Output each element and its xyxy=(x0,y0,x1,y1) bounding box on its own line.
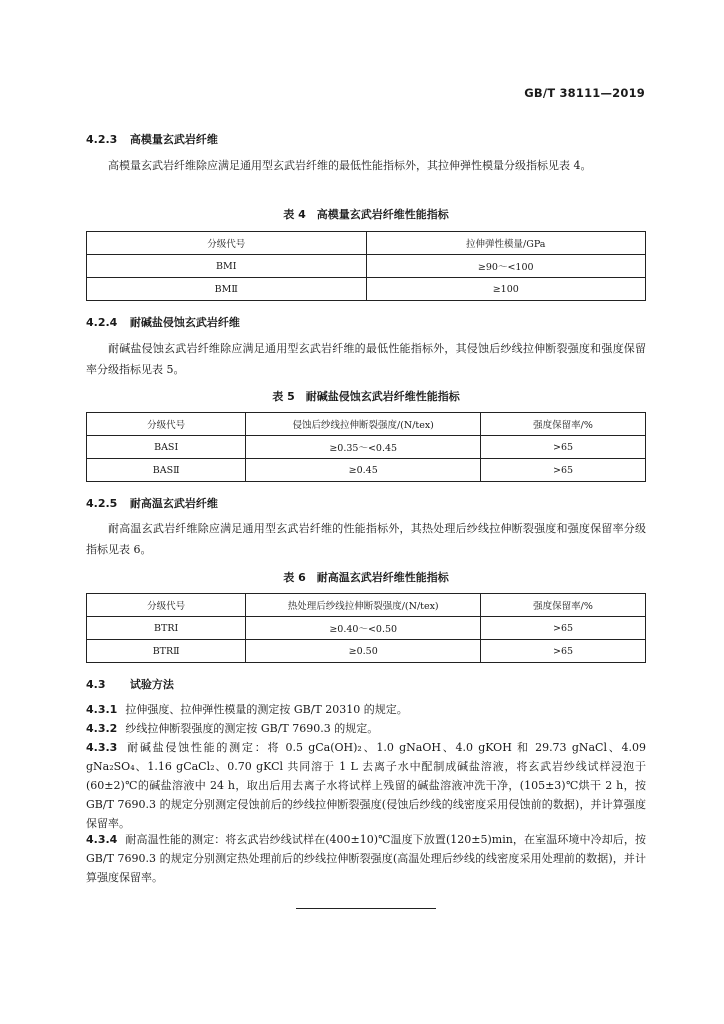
section-title: 耐碱盐侵蚀玄武岩纤维 xyxy=(129,316,240,329)
table-header-cell: 拉伸弹性模量/GPa xyxy=(366,232,646,255)
table-5 xyxy=(86,412,646,482)
clause-text: 拉伸强度、拉伸弹性模量的测定按 GB/T 20310 的规定。 xyxy=(125,703,408,716)
clause-text: 耐碱盐侵蚀性能的测定：将 0.5 gCa(OH)₂、1.0 gNaOH、4.0 gKOH 和 29.73 gNaCl、4.09 gNa₂SO₄、1.16 gCaCl₂、0.70 gKCl 共同溶于 1 L 去离子水中配制成碱盐溶液，将玄武岩纱线试样浸泡于(60±2)℃的碱盐溶液中 24 h，取出后用去离子水将试样上残留的碱盐溶液冲洗干净，(105±3)℃烘干 2 h，按 GB/T 7690.3 的规定分别测定侵蚀前后的纱线拉伸断裂强度(侵蚀后纱线的线密度采用侵蚀前的数据)，并计算强度保留率。 xyxy=(86,741,646,830)
table-row xyxy=(87,617,646,640)
section-4-2-5-heading xyxy=(86,495,218,511)
clause-number: 4.3.3 xyxy=(86,741,118,754)
clause-number: 4.3.4 xyxy=(86,833,118,846)
section-4-2-3-heading xyxy=(86,131,218,147)
table-cell: ≥0.50 xyxy=(246,640,481,663)
clause-number: 4.3.2 xyxy=(86,722,118,735)
section-number: 4.2.5 xyxy=(86,497,118,510)
section-title: 试验方法 xyxy=(129,678,174,691)
table-row xyxy=(87,436,646,459)
table-row xyxy=(87,640,646,663)
clause-4-3-4 xyxy=(86,830,646,887)
section-title: 高模量玄武岩纤维 xyxy=(129,133,218,146)
table-header-cell: 分级代号 xyxy=(87,594,246,617)
table-header-cell: 热处理后纱线拉伸断裂强度/(N/tex) xyxy=(246,594,481,617)
section-4-2-5-paragraph: 耐高温玄武岩纤维除应满足通用型玄武岩纤维的性能指标外，其热处理后纱线拉伸断裂强度和强度保留率分级指标见表 6。 xyxy=(86,522,646,556)
table-cell: BMⅡ xyxy=(87,278,367,301)
section-4-2-4-paragraph: 耐碱盐侵蚀玄武岩纤维除应满足通用型玄武岩纤维的最低性能指标外，其侵蚀后纱线拉伸断裂强度和强度保留率分级指标见表 5。 xyxy=(86,342,646,376)
clause-4-3-1 xyxy=(86,700,646,719)
table-header-cell: 分级代号 xyxy=(87,232,367,255)
standard-number-header: GB/T 38111—2019 xyxy=(524,86,645,100)
table-cell: BTRⅡ xyxy=(87,640,246,663)
table-header-row xyxy=(87,232,646,255)
table-header-cell: 强度保留率/% xyxy=(481,413,646,436)
section-number: 4.3 xyxy=(86,678,106,691)
table-cell: BASⅡ xyxy=(87,459,246,482)
table-cell: >65 xyxy=(481,617,646,640)
clause-4-3-2 xyxy=(86,719,646,738)
table-header-cell: 侵蚀后纱线拉伸断裂强度/(N/tex) xyxy=(246,413,481,436)
clause-text: 耐高温性能的测定：将玄武岩纱线试样在(400±10)℃温度下放置(120±5)min，在室温环境中冷却后，按 GB/T 7690.3 的规定分别测定热处理前后的纱线拉伸断裂强度(高温处理后纱线的线密度采用处理前的数据)，并计算强度保留率。 xyxy=(86,833,646,884)
table-cell: BASⅠ xyxy=(87,436,246,459)
table-cell: BMⅠ xyxy=(87,255,367,278)
section-title: 耐高温玄武岩纤维 xyxy=(129,497,218,510)
table-cell: ≥0.45 xyxy=(246,459,481,482)
table-cell: >65 xyxy=(481,640,646,663)
table-cell: ≥0.40～<0.50 xyxy=(246,617,481,640)
clause-number: 4.3.1 xyxy=(86,703,118,716)
end-of-text-line xyxy=(296,908,436,909)
clause-text: 纱线拉伸断裂强度的测定按 GB/T 7690.3 的规定。 xyxy=(125,722,379,735)
table-header-cell: 强度保留率/% xyxy=(481,594,646,617)
table-5-caption: 表 5 耐碱盐侵蚀玄武岩纤维性能指标 xyxy=(272,390,460,403)
table-6 xyxy=(86,593,646,663)
table-4-caption: 表 4 高模量玄武岩纤维性能指标 xyxy=(283,208,449,221)
table-cell: BTRⅠ xyxy=(87,617,246,640)
table-4 xyxy=(86,231,646,301)
table-cell: ≥100 xyxy=(366,278,646,301)
table-cell: ≥90～<100 xyxy=(366,255,646,278)
section-4-3-heading xyxy=(86,676,174,692)
section-4-2-3-paragraph: 高模量玄武岩纤维除应满足通用型玄武岩纤维的最低性能指标外，其拉伸弹性模量分级指标见表 4。 xyxy=(108,159,592,172)
table-cell: ≥0.35～<0.45 xyxy=(246,436,481,459)
table-header-row xyxy=(87,594,646,617)
table-cell: >65 xyxy=(481,459,646,482)
table-header-cell: 分级代号 xyxy=(87,413,246,436)
table-header-row xyxy=(87,413,646,436)
table-row xyxy=(87,459,646,482)
section-4-2-4-heading xyxy=(86,314,240,330)
table-row xyxy=(87,255,646,278)
table-cell: >65 xyxy=(481,436,646,459)
section-number: 4.2.3 xyxy=(86,133,118,146)
table-6-caption: 表 6 耐高温玄武岩纤维性能指标 xyxy=(283,571,449,584)
table-row xyxy=(87,278,646,301)
section-number: 4.2.4 xyxy=(86,316,118,329)
clause-4-3-3 xyxy=(86,738,646,833)
